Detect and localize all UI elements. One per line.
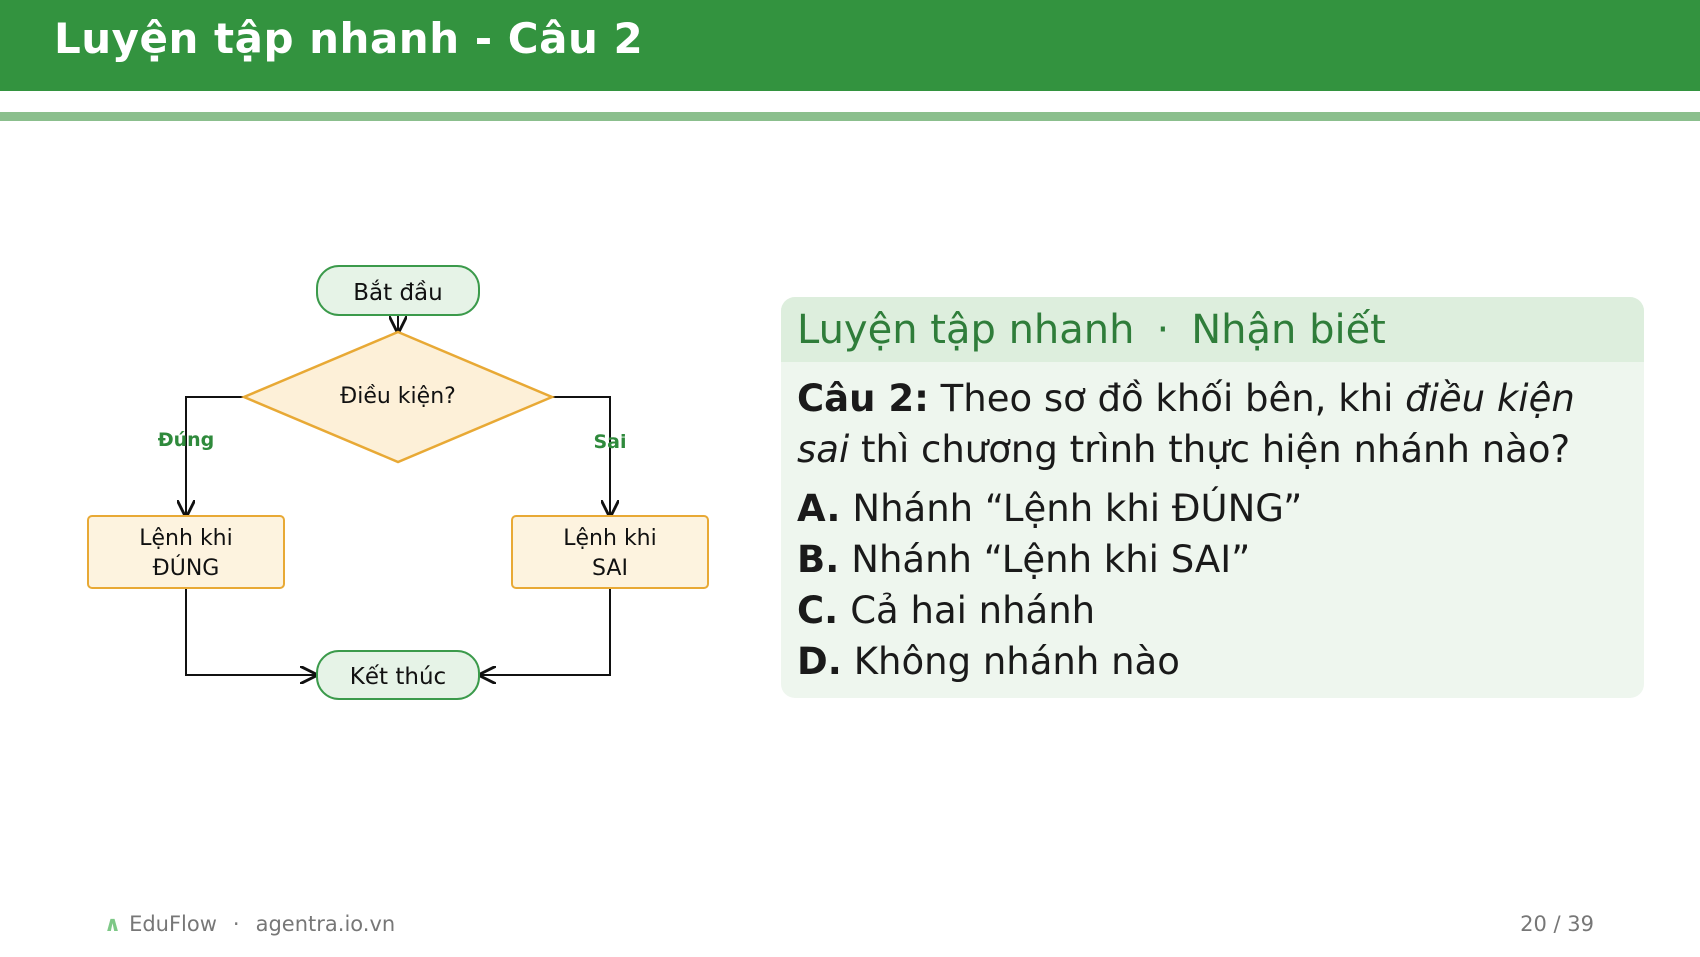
brand-logo-icon: ∧ (104, 912, 122, 936)
slide-title: Luyện tập nhanh - Câu 2 (54, 14, 644, 63)
true-box-line-1: Lệnh khi (139, 526, 233, 551)
answer-options (797, 483, 1637, 687)
connector-condition-to-true (186, 397, 244, 516)
website-link[interactable]: agentra.io.vn (255, 912, 396, 936)
option-a-label: A. (797, 487, 841, 530)
question-box-title-text: Luyện tập nhanh (797, 307, 1135, 353)
condition-label: Điều kiện? (340, 384, 456, 409)
flowchart (0, 0, 720, 720)
no-branch-label: Sai (593, 431, 627, 453)
footer-separator: · (232, 912, 240, 936)
option-a-text: Nhánh “Lệnh khi ĐÚNG” (852, 487, 1303, 530)
option-c[interactable] (797, 585, 1637, 636)
false-box-line-1: Lệnh khi (563, 526, 657, 551)
option-b-label: B. (797, 538, 840, 581)
question-box-header (781, 297, 1644, 362)
question-text-after: thì chương trình thực hiện nhánh nào? (861, 428, 1571, 471)
connector-false-to-end (480, 588, 610, 675)
question-emphasis: điều kiện sai (797, 377, 1575, 471)
true-box-line-2: ĐÚNG (152, 556, 220, 581)
question-box-title (797, 307, 1386, 353)
brand-name: EduFlow (129, 912, 217, 936)
yes-branch-label: Đúng (157, 429, 215, 451)
option-d-label: D. (797, 640, 842, 683)
connector-true-to-end (186, 588, 316, 675)
question-text-before: Theo sơ đồ khối bên, khi (940, 377, 1394, 420)
footer (104, 912, 395, 936)
option-b[interactable] (797, 534, 1637, 585)
difficulty-tag: Nhận biết (1191, 307, 1386, 353)
question-number: Câu 2: (797, 377, 929, 420)
connector-condition-to-false (552, 397, 610, 516)
option-d[interactable] (797, 636, 1637, 687)
option-c-label: C. (797, 589, 839, 632)
option-c-text: Cả hai nhánh (850, 589, 1096, 632)
title-separator: · (1156, 307, 1170, 353)
option-d-text: Không nhánh nào (853, 640, 1180, 683)
question-text (797, 373, 1637, 475)
end-label: Kết thúc (349, 664, 447, 690)
option-b-text: Nhánh “Lệnh khi SAI” (851, 538, 1251, 581)
question-box (781, 297, 1644, 698)
option-a[interactable] (797, 483, 1637, 534)
page-number: 20 / 39 (1520, 912, 1594, 936)
start-label: Bắt đầu (353, 280, 443, 306)
false-box-line-2: SAI (592, 556, 628, 581)
